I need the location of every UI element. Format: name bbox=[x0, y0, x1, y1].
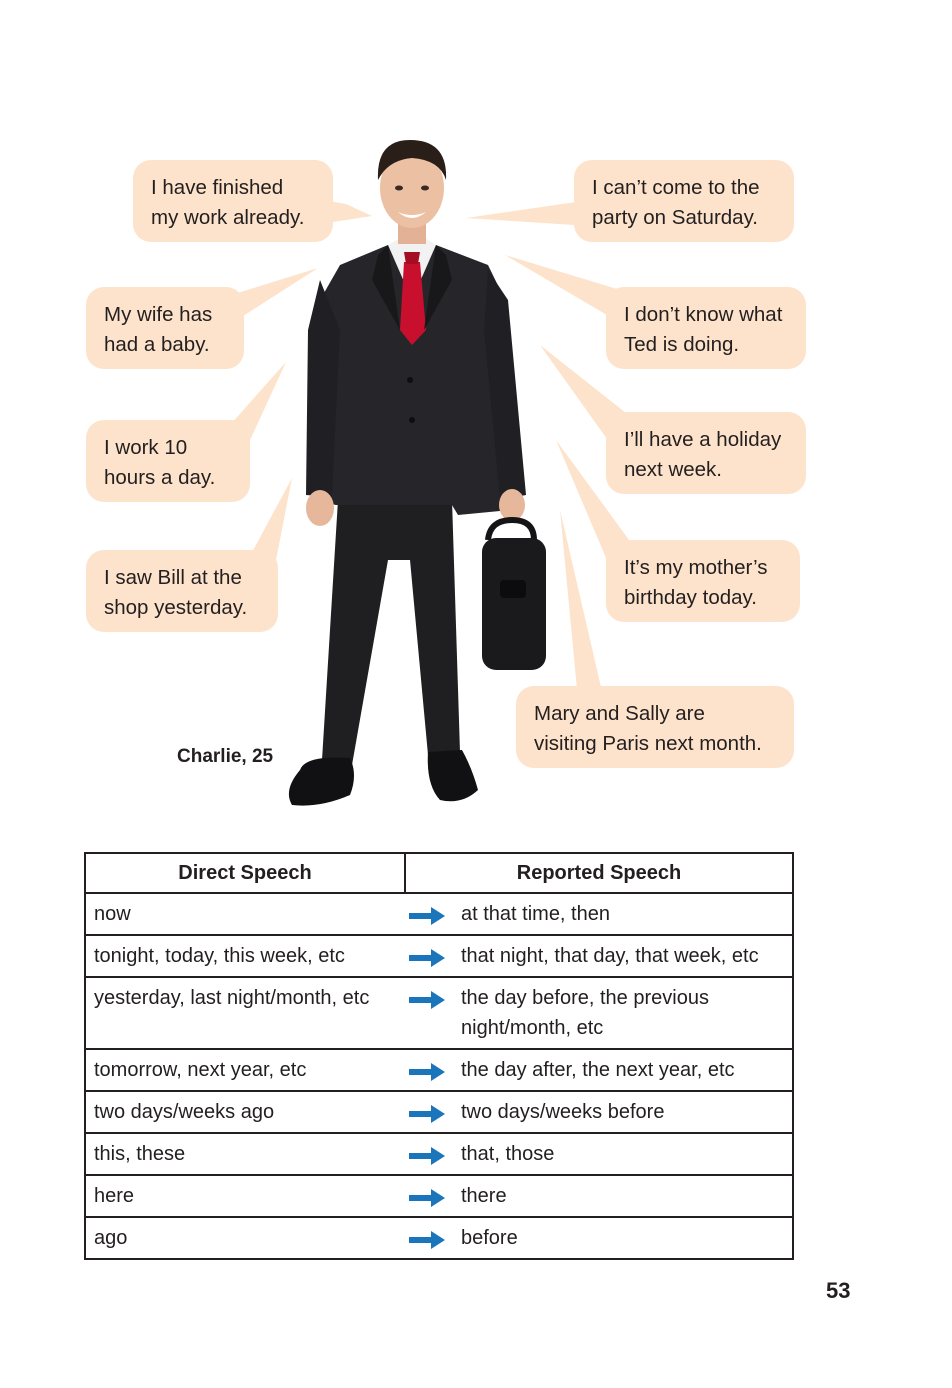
direct-speech-cell: here bbox=[85, 1175, 405, 1217]
table-row bbox=[85, 1217, 793, 1259]
speech-bubble-work bbox=[86, 420, 250, 502]
table-row bbox=[85, 893, 793, 935]
bubble-line: shop yesterday. bbox=[104, 596, 248, 619]
bubble-line: Ted is doing. bbox=[624, 333, 740, 356]
bubble-line: my work already. bbox=[151, 206, 305, 229]
arrow-right-icon bbox=[405, 935, 461, 977]
table-row bbox=[85, 935, 793, 977]
speech-bubble-ted bbox=[606, 287, 806, 369]
bubble-line: hours a day. bbox=[104, 466, 216, 489]
table-row bbox=[85, 977, 793, 1049]
bubble-line: I can’t come to the bbox=[592, 176, 760, 199]
person-caption: Charlie, 25 bbox=[177, 746, 274, 767]
table-body bbox=[85, 893, 793, 1259]
bubble-line: I work 10 bbox=[104, 436, 188, 459]
table-row bbox=[85, 1091, 793, 1133]
direct-speech-cell: tomorrow, next year, etc bbox=[85, 1049, 405, 1091]
bubble-line: I don’t know what bbox=[624, 303, 783, 326]
bubble-line: next week. bbox=[624, 458, 722, 481]
table-row bbox=[85, 1133, 793, 1175]
reported-speech-cell: there bbox=[461, 1175, 793, 1217]
bubble-line: party on Saturday. bbox=[592, 206, 758, 229]
bubble-line: I’ll have a holiday bbox=[624, 428, 782, 451]
reported-speech-cell: two days/weeks before bbox=[461, 1091, 793, 1133]
arrow-right-icon bbox=[405, 1049, 461, 1091]
direct-speech-cell: now bbox=[85, 893, 405, 935]
reported-speech-cell: the day after, the next year, etc bbox=[461, 1049, 793, 1091]
speech-bubble-holiday bbox=[606, 412, 806, 494]
bubble-line: had a baby. bbox=[104, 333, 210, 356]
arrow-right-icon bbox=[405, 893, 461, 935]
arrow-right-icon bbox=[405, 1217, 461, 1259]
bubble-line: birthday today. bbox=[624, 586, 757, 609]
arrow-right-icon bbox=[405, 1091, 461, 1133]
direct-speech-cell: two days/weeks ago bbox=[85, 1091, 405, 1133]
bubble-line: I have finished bbox=[151, 176, 284, 199]
header-reported-speech: Reported Speech bbox=[405, 853, 793, 893]
speech-bubble-bill bbox=[86, 550, 278, 632]
arrow-right-icon bbox=[405, 1175, 461, 1217]
reported-speech-table bbox=[84, 852, 794, 1260]
bubble-line: It’s my mother’s bbox=[624, 556, 768, 579]
bubble-line: visiting Paris next month. bbox=[534, 732, 762, 755]
table-row bbox=[85, 1175, 793, 1217]
direct-speech-cell: tonight, today, this week, etc bbox=[85, 935, 405, 977]
direct-speech-cell: ago bbox=[85, 1217, 405, 1259]
speech-bubble-birthday bbox=[606, 540, 800, 622]
reported-speech-cell: at that time, then bbox=[461, 893, 793, 935]
table-row bbox=[85, 1049, 793, 1091]
speech-bubble-finished bbox=[133, 160, 333, 242]
bubble-line: Mary and Sally are bbox=[534, 702, 705, 725]
arrow-right-icon bbox=[405, 977, 461, 1049]
speech-bubble-wife bbox=[86, 287, 244, 369]
speech-bubble-paris bbox=[516, 686, 794, 768]
arrow-right-icon bbox=[405, 1133, 461, 1175]
speech-bubble-party bbox=[574, 160, 794, 242]
reported-speech-cell: before bbox=[461, 1217, 793, 1259]
bubble-line: My wife has bbox=[104, 303, 213, 326]
direct-speech-cell: yesterday, last night/month, etc bbox=[85, 977, 405, 1049]
bubble-line: I saw Bill at the bbox=[104, 566, 242, 589]
table-header-row bbox=[85, 853, 793, 893]
reported-speech-cell: that, those bbox=[461, 1133, 793, 1175]
header-direct-speech: Direct Speech bbox=[85, 853, 405, 893]
reported-speech-cell: that night, that day, that week, etc bbox=[461, 935, 793, 977]
reported-speech-cell: the day before, the previous night/month, etc bbox=[461, 977, 793, 1049]
page-number: 53 bbox=[826, 1278, 851, 1303]
direct-speech-cell: this, these bbox=[85, 1133, 405, 1175]
